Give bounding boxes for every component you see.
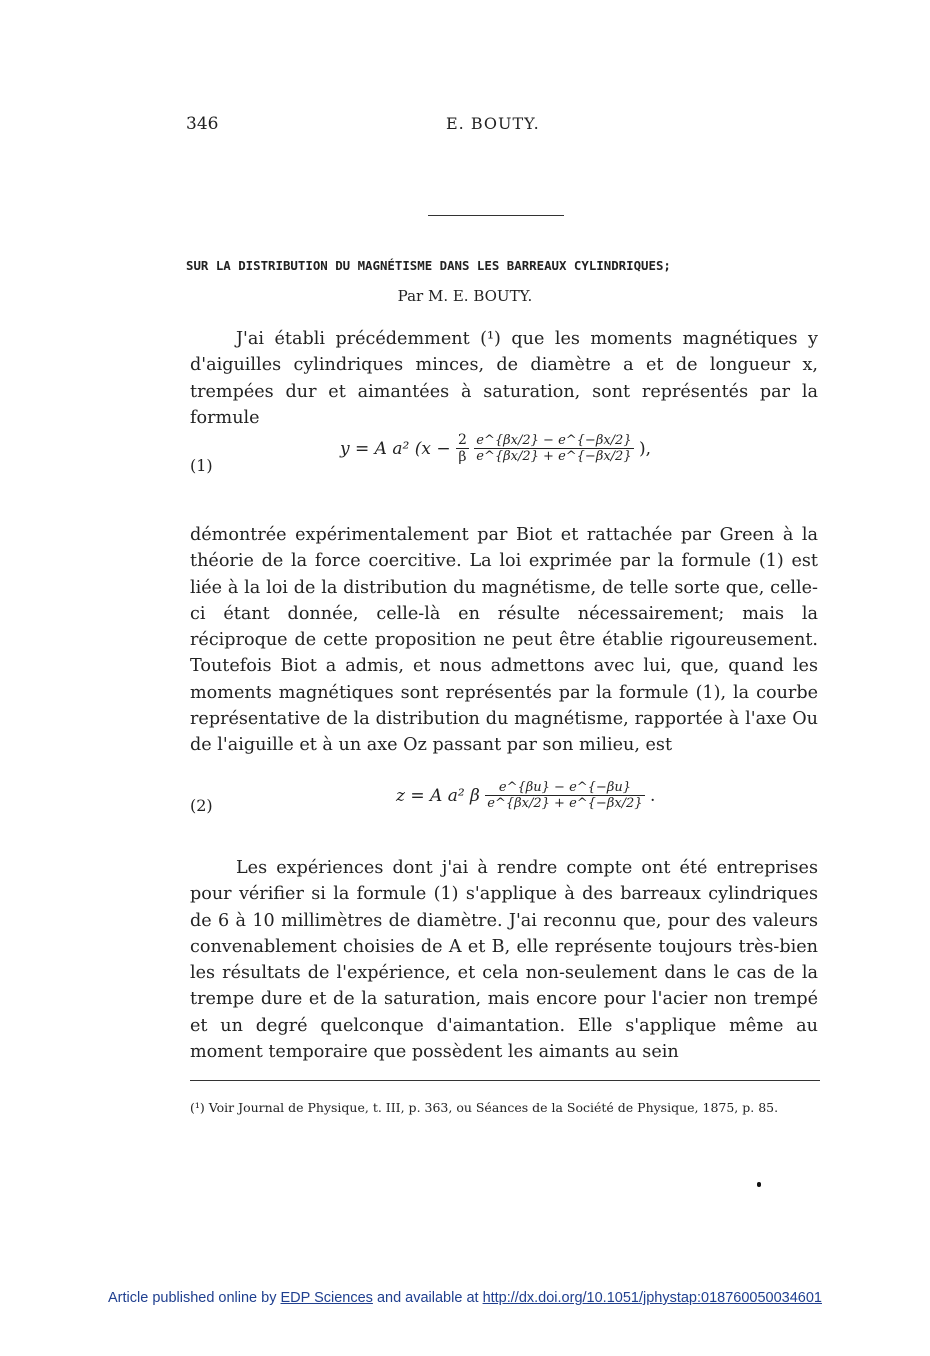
publication-footer <box>0 1290 930 1306</box>
article-title: SUR LA DISTRIBUTION DU MAGNÉTISME DANS LES BARREAUX CYLINDRIQUES; <box>186 258 671 273</box>
speck-mark <box>757 1182 761 1187</box>
equation-2-number: (2) <box>190 796 213 815</box>
doi-link[interactable]: http://dx.doi.org/10.1051/jphystap:018760050034601 <box>482 1290 822 1306</box>
equation-2 <box>396 780 655 836</box>
equation-1-numerator: e^{βx/2} − e^{−βx/2} <box>476 433 632 448</box>
paragraph-2 <box>190 522 818 759</box>
paragraph-1 <box>190 326 818 431</box>
equation-1-coef-den: β <box>458 449 467 465</box>
page-number: 346 <box>186 114 219 134</box>
paragraph-3 <box>190 855 818 1065</box>
running-header-author: E. BOUTY. <box>446 114 540 133</box>
article-byline: Par M. E. BOUTY. <box>397 287 533 305</box>
equation-1 <box>340 432 651 502</box>
edp-sciences-link[interactable]: EDP Sciences <box>280 1290 373 1306</box>
equation-1-denominator: e^{βx/2} + e^{−βx/2} <box>476 449 632 464</box>
equation-1-coef-num: 2 <box>457 432 467 448</box>
footnote-rule <box>190 1080 820 1081</box>
equation-2-tail: . <box>650 785 656 806</box>
equation-1-coefficient <box>456 432 469 465</box>
equation-2-denominator: e^{βx/2} + e^{−βx/2} <box>487 796 643 811</box>
paragraph-2-text: démontrée expérimentalement par Biot et rattachée par Green à la théorie de la force coercitive. La loi exprimée par la formule (1) est liée à la loi de la distribution du magnétisme, de telle sorte que, celle-ci étant donnée, celle-là en résulte nécessairement; mais la réciproque de cette proposition ne peut être établie rigoureusement. Toutefois Biot a admis, et nous admettons avec lui, que, quand les moments magnétiques sont représentés par la formule (1), la courbe représentative de la distribution du magnétisme, rapportée à l'axe Ou de l'aiguille et à un axe Oz passant par son milieu, est <box>190 525 818 756</box>
footer-middle: and available at <box>376 1290 479 1306</box>
title-separator <box>428 215 564 216</box>
footnote: (¹) Voir Journal de Physique, t. III, p. 363, ou Séances de la Société de Physique, 1875, p. 85. <box>190 1100 779 1115</box>
equation-2-lhs: z = A a² β <box>396 785 480 806</box>
equation-1-tail: ), <box>639 438 652 459</box>
equation-1-fraction <box>474 433 633 464</box>
equation-1-number: (1) <box>190 456 213 475</box>
footer-prefix: Article published online by <box>108 1290 277 1306</box>
equation-2-fraction <box>485 780 644 811</box>
paragraph-1-text: J'ai établi précédemment (¹) que les moments magnétiques y d'aiguilles cylindriques minces, de diamètre a et de longueur x, trempées dur et aimantées à saturation, sont représentés par la formule <box>190 329 818 428</box>
equation-1-lhs: y = A a² (x − <box>340 438 451 459</box>
paragraph-3-text: Les expériences dont j'ai à rendre compte ont été entreprises pour vérifier si la formule (1) s'applique à des barreaux cylindriques de 6 à 10 millimètres de diamètre. J'ai reconnu que, pour des valeurs convenablement choisies de A et B, elle représente toujours très-bien les résultats de l'expérience, et cela non-seulement dans le cas de la trempe dure et de la saturation, mais encore pour l'acier non trempé et un degré quelconque d'aimantation. Elle s'applique même au moment temporaire que possèdent les aimants au sein <box>190 858 818 1063</box>
equation-2-numerator: e^{βu} − e^{−βu} <box>485 780 644 796</box>
